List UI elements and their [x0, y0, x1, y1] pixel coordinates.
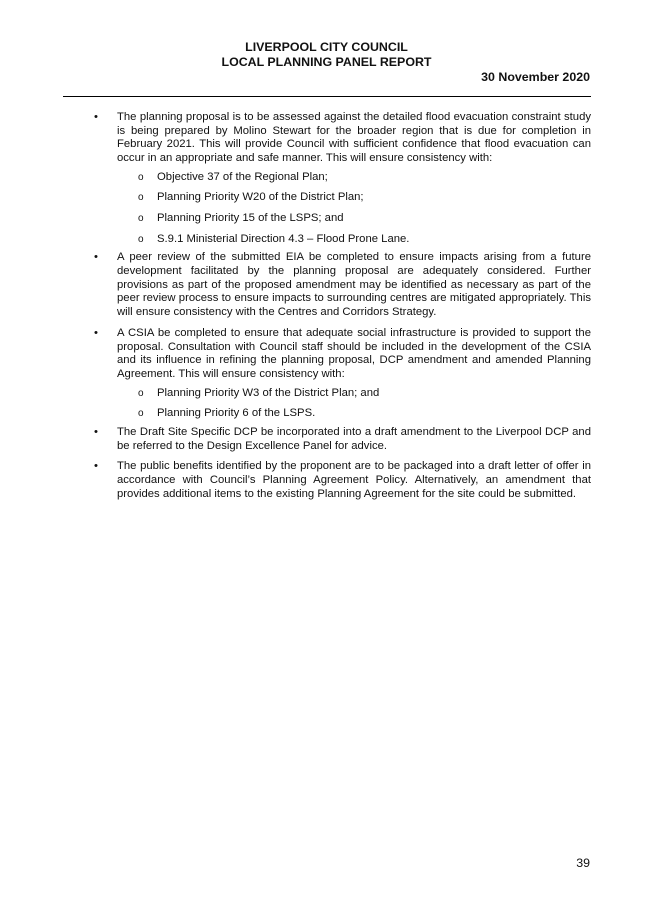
bullet-text: A CSIA be completed to ensure that adequate social infrastructure is provided to support the proposal. Consultation with Council staff should be included in the development of the CSIA and its influence in refining the planning proposal, DCP amendment and amended Planning Agreement. This will ensure consistency with: [117, 326, 591, 380]
sub-item [63, 171, 591, 185]
header-report-title: LOCAL PLANNING PANEL REPORT [221, 55, 432, 69]
sub-item [63, 233, 591, 247]
page-number: 39 [576, 856, 590, 870]
sub-item-text: Planning Priority 6 of the LSPS. [157, 407, 316, 420]
bullet-item [63, 426, 591, 453]
bullet-dot-icon: • [94, 460, 98, 473]
sub-item [63, 191, 591, 205]
bullet-dot-icon: • [94, 111, 98, 123]
sub-item-text: Planning Priority W20 of the District Plan; [157, 191, 364, 204]
bullet-dot-icon: • [94, 425, 98, 438]
sub-item-text: Planning Priority 15 of the LSPS; and [157, 212, 344, 224]
circle-bullet-icon: o [138, 192, 144, 204]
sub-item [63, 387, 591, 401]
bullet-dot-icon: • [94, 326, 98, 339]
sub-list [117, 387, 591, 421]
circle-bullet-icon: o [138, 213, 144, 224]
document-body [63, 111, 591, 508]
circle-bullet-icon: o [138, 171, 144, 183]
circle-bullet-icon: o [138, 233, 144, 245]
bullet-text: A peer review of the submitted EIA be completed to ensure impacts arising from a future development facilitated by the planning proposal are adequately considered. Further provisions as part of the proposed amendment may be identified as necessary as part of the peer review process to ensure impacts to surrounding centres are mitigated appropriately. This will ensure consistency with the Centres and Corridors Strategy. [117, 251, 591, 319]
sub-item-text: S.9.1 Ministerial Direction 4.3 – Flood Prone Lane. [157, 232, 410, 245]
sub-item [63, 407, 591, 421]
circle-bullet-icon: o [138, 408, 144, 420]
header-rule [63, 96, 591, 97]
sub-item [63, 212, 591, 226]
sub-item-text: Planning Priority W3 of the District Plan; and [157, 386, 380, 399]
sub-item-text: Objective 37 of the Regional Plan; [157, 170, 328, 183]
bullet-text: The planning proposal is to be assessed against the detailed flood evacuation constraint study is being prepared by Molino Stewart for the broader region that is due for completion in February 2021. This will provide Council with sufficient confidence that flood evacuation can occur in an appropriate and safe manner. This will ensure consistency with: [117, 111, 591, 165]
header-organisation: LIVERPOOL CITY COUNCIL [245, 40, 408, 54]
bullet-text: The Draft Site Specific DCP be incorporated into a draft amendment to the Liverpool DCP and be referred to the Design Excellence Panel for advice. [117, 425, 591, 452]
bullet-dot-icon: • [94, 251, 98, 264]
bullet-item [63, 327, 591, 421]
bullet-text: The public benefits identified by the proponent are to be packaged into a draft letter of offer in accordance with Council’s Planning Agreement Policy. Alternatively, an amendment that provides additional items to the existing Planning Agreement for the site could be submitted. [117, 460, 591, 500]
circle-bullet-icon: o [138, 387, 144, 399]
sub-list [117, 171, 591, 246]
bullet-item [63, 111, 591, 246]
bullet-item [63, 251, 591, 320]
header-date: 30 November 2020 [481, 70, 590, 84]
bullet-item [63, 460, 591, 501]
